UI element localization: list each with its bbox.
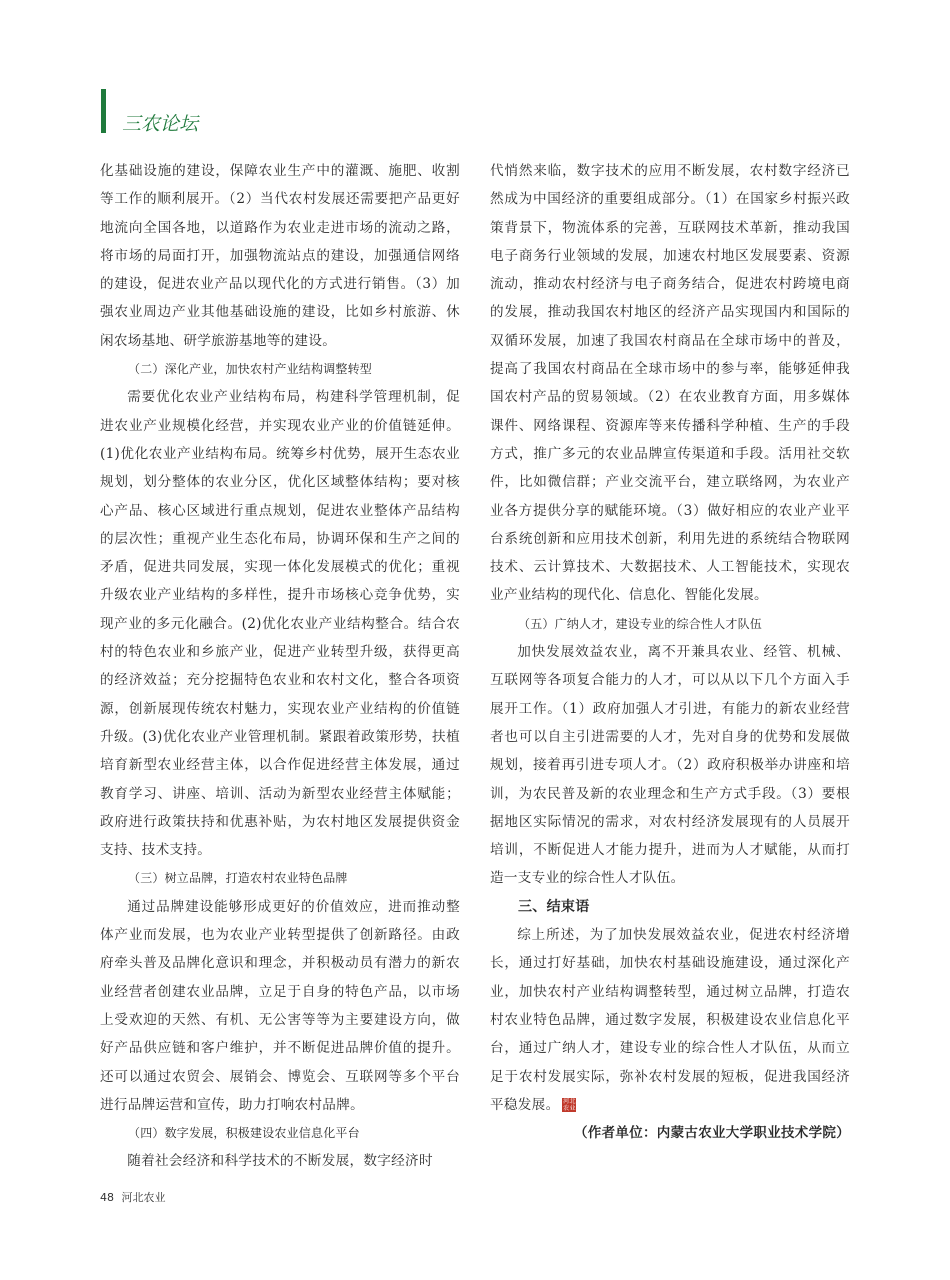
left-column (100, 157, 460, 1176)
magazine-name: 河北农业 (121, 1191, 166, 1204)
paragraph: 需要优化农业产业结构布局，构建科学管理机制，促进农业产业规模化经营，并实现农业产业的价值链延伸。(1)优化农业产业结构布局。统筹乡村优势，展开生态农业规划，划分整体的农业分区，优化区域整体结构；要对核心产品、核心区域进行重点规划，促进农业整体产品结构的层次性；重视产业生态化布局，协调环保和生产之间的矛盾，促进共同发展，实现一体化发展模式的优化；重视升级农业产业结构的多样性，提升市场核心竞争优势，实现产业的多元化融合。(2)优化农业产业结构整合。结合农村的特色农业和乡旅产业，促进产业转型升级，获得更高的经济效益；充分挖掘特色农业和农村文化，整合各项资源，创新展现传统农村魅力，实现农业产业结构的价值链升级。(3)优化农业产业管理机制。紧跟着政策形势，扶植培育新型农业经营主体，以合作促进经营主体发展，通过教育学习、讲座、培训、活动为新型农业经营主体赋能；政府进行政策扶持和优惠补贴，为农村地区发展提供资金支持、技术支持。 (100, 389, 460, 859)
end-of-article-logo: 河北农业 (563, 1098, 576, 1113)
paragraph: 随着社会经济和科学技术的不断发展，数字经济时 (127, 1153, 433, 1170)
paragraph: 加快发展效益农业，离不开兼具农业、经管、机械、互联网等各项复合能力的人才，可以从以下几个方面入手展开工作。（1）政府加强人才引进，有能力的新农业经营者也可以自主引进需要的人才，先对自身的优势和发展做规划，接着再引进专项人才。（2）政府积极举办讲座和培训，为农民普及新的农业理念和生产方式手段。（3）要根据地区实际情况的需求，对农村经济发展现有的人员展开培训，不断促进人才能力提升，进而为人才赋能，从而打造一支专业的综合性人才队伍。 (490, 644, 850, 887)
subheading: （二）深化产业，加快农村产业结构调整转型 (128, 362, 373, 377)
subheading: （四）数字发展，积极建设农业信息化平台 (128, 1126, 360, 1141)
paragraph (490, 921, 850, 1119)
page-footer (100, 1189, 170, 1205)
subheading: （三）树立品牌，打造农村农业特色品牌 (128, 871, 348, 886)
paragraph: 化基础设施的建设，保障农业生产中的灌溉、施肥、收割等工作的顺利展开。（2）当代农村发展还需要把产品更好地流向全国各地，以道路作为农业走进市场的流动之路，将市场的局面打开，加强物流站点的建设，加强通信网络的建设，促进农业产品以现代化的方式进行销售。（3）加强农业周边产业其他基础设施的建设，比如乡村旅游、休闲农场基地、研学旅游基地等的建设。 (100, 163, 460, 349)
paragraph: 代悄然来临，数字技术的应用不断发展，农村数字经济已然成为中国经济的重要组成部分。（1）在国家乡村振兴政策背景下，物流体系的完善，互联网技术革新，推动我国电子商务行业领域的发展，加速农村地区发展要素、资源流动，推动农村经济与电子商务结合，促进农村跨境电商的发展，推动我国农村地区的经济产品实现国内和国际的双循环发展，加速了我国农村商品在全球市场中的普及，提高了我国农村商品在全球市场中的参与率，能够延伸我国农村产品的贸易领域。（2）在农业教育方面，用多媒体课件、网络课程、资源库等来传播科学种植、生产的手段方式，推广多元的农业品牌宣传渠道和手段。活用社交软件，比如微信群；产业交流平台，建立联络网，为农业产业各方提供分享的赋能环境。（3）做好相应的农业产业平台系统创新和应用技术创新，利用先进的系统结合物联网技术、云计算技术、大数据技术、人工智能技术，实现农业产业结构的现代化、信息化、智能化发展。 (490, 163, 850, 604)
paragraph: 通过品牌建设能够形成更好的价值效应，进而推动整体产业而发展，也为农业产业转型提供了创新路径。由政府牵头普及品牌化意识和理念，并积极动员有潜力的新农业经营者创建农业品牌，立足于自身的特色产品，以市场上受欢迎的天然、有机、无公害等等为主要建设方向，做好产品供应链和客户维护，并不断促进品牌价值的提升。还可以通过农贸会、展销会、博览会、互联网等多个平台进行品牌运营和宣传，助力打响农村品牌。 (100, 898, 460, 1113)
section-heading: 三、结束语 (518, 898, 590, 915)
subheading: （五）广纳人才，建设专业的综合性人才队伍 (518, 616, 763, 631)
page-number: 48 (100, 1191, 114, 1204)
author-affiliation: （作者单位：内蒙古农业大学职业技术学院） (574, 1125, 850, 1142)
section-accent-bar (101, 89, 106, 133)
paragraph-text: 综上所述，为了加快发展效益农业，促进农村经济增长，通过打好基础，加快农村基础设施建设，通过深化产业，加快农村产业结构调整转型，通过树立品牌，打造农村农业特色品牌，通过数字发展，积极建设农业信息化平台，通过广纳人才，建设专业的综合性人才队伍，从而立足于农村发展实际，弥补农村发展的短板，促进我国经济平稳发展。 (490, 927, 850, 1113)
section-title: 三农论坛 (122, 113, 199, 135)
right-column (490, 157, 850, 1147)
